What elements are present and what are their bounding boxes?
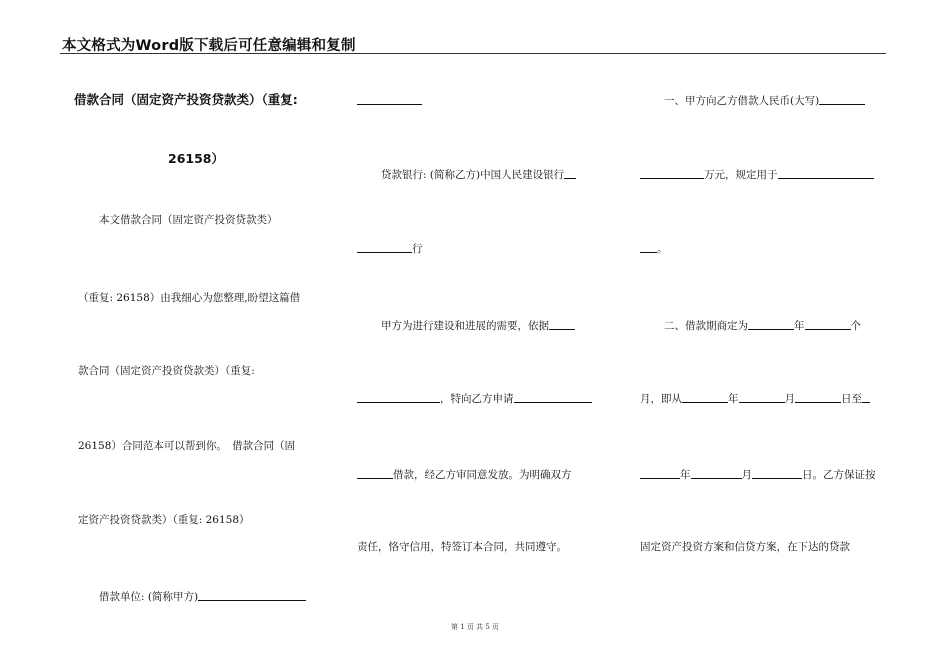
title-blank	[357, 94, 422, 105]
clause1-text: 一、甲方向乙方借款人民币(大写)	[664, 95, 820, 107]
intro-line3: 款合同（固定资产投资贷款类）（重复:	[78, 365, 255, 377]
application-text: ，特向乙方申请	[440, 393, 514, 405]
application-line	[357, 392, 592, 405]
usage-blank	[778, 168, 874, 179]
intro-line5: 定资产投资贷款类）（重复: 26158）	[78, 514, 250, 526]
unit-label: 个	[850, 320, 861, 332]
start-year-label: 年	[728, 393, 739, 405]
end-day-blank	[752, 468, 802, 479]
borrower-blank	[198, 590, 306, 601]
clause1-cont-line	[640, 168, 874, 181]
bank-branch-suffix: 行	[412, 243, 423, 255]
end-blank-tail	[862, 392, 870, 403]
document-title-line2: 26158）	[168, 151, 224, 166]
intro-line1: 本文借款合同（固定资产投资贷款类）	[99, 214, 278, 226]
amount-words-blank	[819, 94, 865, 105]
end-month-label: 月	[741, 469, 752, 481]
term-months-blank	[805, 319, 851, 330]
lender-label: 贷款银行: (简称乙方)中国人民建设银行	[381, 169, 565, 181]
clause1-period: 。	[657, 243, 668, 255]
title-blank-line	[357, 94, 422, 107]
to-text: 日至	[841, 393, 862, 405]
start-year-blank	[682, 392, 728, 403]
borrower-line	[99, 590, 306, 603]
from-text: 月，即从	[640, 393, 682, 405]
basis-blank-2	[357, 392, 440, 403]
intro-line2: （重复: 26158）由我细心为您整理,盼望这篇借	[78, 292, 301, 304]
usage-text: 万元，规定用于	[704, 169, 778, 181]
clause2-line	[664, 319, 861, 332]
document-title-line1: 借款合同（固定资产投资贷款类）（重复:	[74, 92, 298, 107]
clause1-end-line	[640, 242, 668, 255]
clause2-end-line	[640, 468, 876, 481]
start-month-label: 月	[784, 393, 795, 405]
document-banner: 本文格式为Word版下载后可任意编辑和复制	[62, 38, 356, 54]
clause2-text: 二、借款期商定为	[664, 320, 748, 332]
end-year-blank	[640, 468, 680, 479]
purpose-text: 甲方为进行建设和进展的需要，依据	[381, 320, 549, 332]
banner-divider	[60, 53, 886, 54]
approval-line	[357, 468, 572, 481]
year-label: 年	[794, 320, 805, 332]
intro-line4: 26158）合同范本可以帮到你。 借款合同（固	[78, 440, 296, 452]
term-years-blank	[748, 319, 794, 330]
guarantee-text: 日。乙方保证按	[802, 469, 876, 481]
borrower-label: 借款单位: (简称甲方)	[99, 591, 199, 603]
lender-line	[381, 168, 576, 181]
bank-branch-blank	[357, 242, 412, 253]
clause2-dates-line	[640, 392, 870, 405]
lender-blank	[564, 168, 576, 179]
purpose-line	[381, 319, 575, 332]
page-number: 第 1 页 共 5 页	[450, 623, 500, 631]
clause1-line	[664, 94, 865, 107]
end-year-label: 年	[680, 469, 691, 481]
responsibility-line: 责任，恪守信用，特签订本合同，共同遵守。	[357, 541, 567, 553]
application-blank	[514, 392, 592, 403]
basis-blank	[549, 319, 575, 330]
ten-thousand-blank	[640, 168, 704, 179]
start-day-blank	[795, 392, 841, 403]
amount-blank	[357, 468, 393, 479]
plan-line: 固定资产投资方案和信贷方案，在下达的贷款	[640, 541, 850, 553]
bank-branch-line	[357, 242, 423, 255]
usage-blank-2	[640, 242, 657, 253]
approval-text: 借款，经乙方审同意发放。为明确双方	[393, 469, 572, 481]
start-month-blank	[739, 392, 785, 403]
end-month-blank	[691, 468, 742, 479]
